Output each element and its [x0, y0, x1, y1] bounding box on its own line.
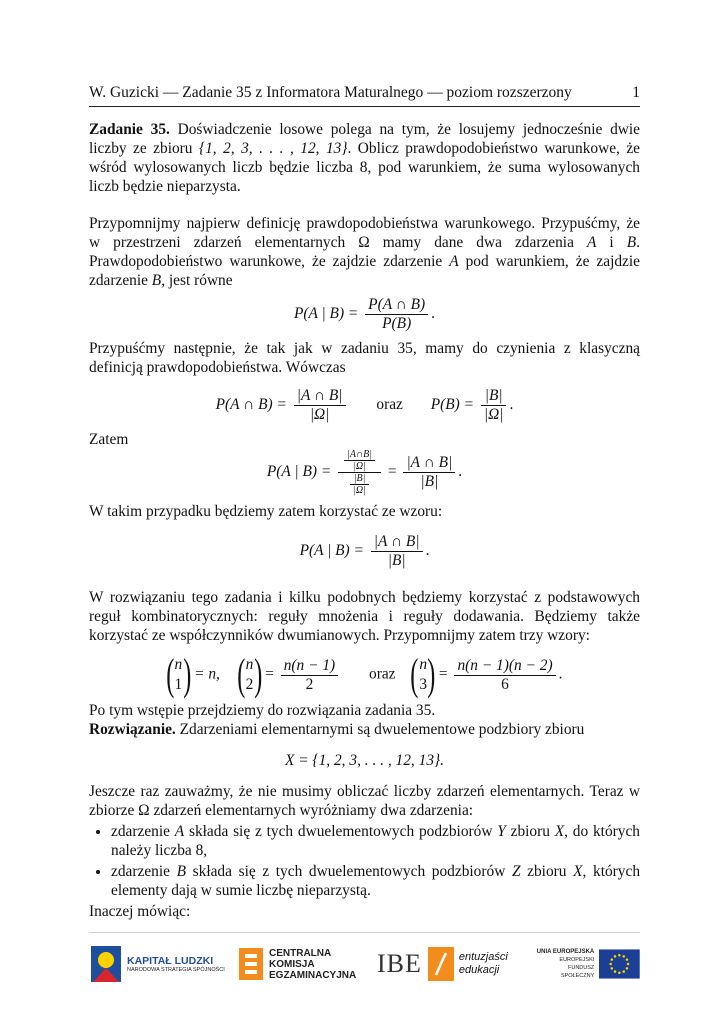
task-label: Zadanie 35. [89, 121, 170, 138]
binomial: ( n 1 ) [165, 650, 191, 699]
compound-fraction: $\frac{\frac{|A\cap B|}{|\Omega|}}{\frac{|B|}{|\Omega|}}$ [338, 449, 381, 496]
formula-binomials: ( n 1 ) = n, ( n 2 ) = $\frac{n(n - 1)}{2}$ oraz ( n 3 ) = $\frac{n(n - 1)(n - 2)}{6}$ . [165, 650, 563, 699]
events-list [89, 822, 640, 900]
footer-rule [89, 932, 640, 933]
ibe-leaf-icon [428, 947, 454, 981]
fraction: $\frac{|B|}{|\Omega|}$ [481, 387, 507, 424]
definition-paragraph: Przypomnijmy najpierw definicję prawdopodobieństwa warunkowego. Przypuśćmy, że w przestrzeni zdarzeń elementarnych Ω mamy dane dwa zdarzenia A i B. Prawdopodobieństwo warunkowe, że zajdzie zdarzenie A pod warunkiem, że zajdzie zdarzenie B, jest równe [89, 215, 640, 289]
ibe-logo: IBE entuzjaści edukacji [377, 942, 508, 986]
header-title: W. Guzicki — Zadanie 35 z Informatora Maturalnego — poziom rozszerzony [89, 84, 572, 101]
page-number: 1 [632, 84, 640, 101]
list-item: • zdarzenie A składa się z tych dwuelementowych podzbiorów Y zbioru X, do których należy liczba 8, [111, 822, 640, 860]
header-rule [89, 106, 640, 107]
formula-final: P(A | B) = $\frac{|A \cap B|}{|B|}$ . [299, 533, 430, 569]
solution-label: Rozwiązanie. [89, 721, 176, 738]
cke-logo: CENTRALNA KOMISJA EGZAMINACYJNA [239, 942, 356, 986]
formula-zatem: P(A | B) = $\frac{\frac{|A\cap B|}{|\Omega|}}{\frac{|B|}{|\Omega|}}$ = $\frac{|A \cap B|}{|B|}$ . [266, 449, 463, 496]
fraction: $\frac{|A \cap B|}{|B|}$ [403, 454, 455, 491]
kapital-ludzki-logo: KAPITAŁ LUDZKI NARODOWA STRATEGIA SPÓJNOŚCI [89, 942, 225, 986]
fraction: $\frac{P(A \cap B)}{P(B)}$ [365, 296, 428, 333]
fraction: $\frac{n(n - 1)}{2}$ [281, 657, 338, 694]
formula-intro-paragraph: W takim przypadku będziemy zatem korzystać ze wzoru: [89, 503, 443, 520]
binomial: ( n 3 ) [410, 650, 436, 699]
intro-end-paragraph: Po tym wstępie przejdziemy do rozwiązania zadania 35. [89, 702, 436, 719]
footer-logos [89, 932, 640, 992]
binomial: ( n 2 ) [236, 650, 263, 699]
task-set: {1, 2, 3, . . . , 12, 13} [198, 140, 348, 157]
running-header [89, 84, 640, 106]
formula-classic-definition: P(A ∩ B) = $\frac{|A \cap B|}{|\Omega|}$ oraz P(B) = $\frac{|B|}{|\Omega|}$ . [215, 387, 514, 423]
fraction: $\frac{n(n - 1)(n - 2)}{6}$ [454, 657, 555, 694]
cke-icon [239, 944, 265, 984]
kapital-ludzki-icon [89, 944, 123, 984]
eu-flag-icon [599, 949, 640, 979]
fraction: $\frac{|A \cap B|}{|\Omega|}$ [294, 387, 346, 424]
list-item: • zdarzenie B składa się z tych dwuelementowych podzbiorów Z zbioru X, których elementy dają w sumie liczbę nieparzystą. [111, 862, 640, 900]
combinatorics-paragraph: W rozwiązaniu tego zadania i kilku podobnych będziemy korzystać z podstawowych reguł kombinatorycznych: reguły mnożenia i reguły dodawania. Będziemy także korzystać ze współczynników dwumianowych. Przypomnijmy zatem trzy wzory: [89, 589, 640, 644]
classic-paragraph: Przypuśćmy następnie, że tak jak w zadaniu 35, mamy do czynienia z klasyczną definicją prawdopodobieństwa. Wówczas [89, 340, 640, 376]
formula-set-x: X = {1, 2, 3, . . . , 12, 13}. [284, 752, 445, 769]
closing-paragraph: Inaczej mówiąc: [89, 903, 191, 920]
solution-paragraph: Rozwiązanie. Zdarzeniami elementarnymi są dwuelementowe podzbiory zbioru [89, 721, 585, 738]
fraction: $\frac{|A \cap B|}{|B|}$ [371, 533, 423, 570]
events-paragraph: Jeszcze raz zauważmy, że nie musimy obliczać liczby zdarzeń elementarnych. Teraz w zbiorze Ω zdarzeń elementarnych wyróżniamy dwa zdarzenia: [89, 783, 640, 819]
formula-conditional-probability: P(A | B) = $\frac{P(A \cap B)}{P(B)}$ . [293, 296, 436, 332]
zatem-label: Zatem [89, 431, 129, 448]
eu-logo: UNIA EUROPEJSKA EUROPEJSKI FUNDUSZ SPOŁECZNY [535, 942, 640, 986]
task-paragraph: Zadanie 35. Doświadczenie losowe polega na tym, że losujemy jednocześnie dwie liczby ze zbioru {1, 2, 3, . . . , 12, 13}. Oblicz prawdopodobieństwo warunkowe, że wśród wylosowanych liczb będzie liczba 8, pod warunkiem, że suma wylosowanych liczb będzie nieparzysta. [89, 121, 640, 195]
main-content [89, 120, 640, 921]
